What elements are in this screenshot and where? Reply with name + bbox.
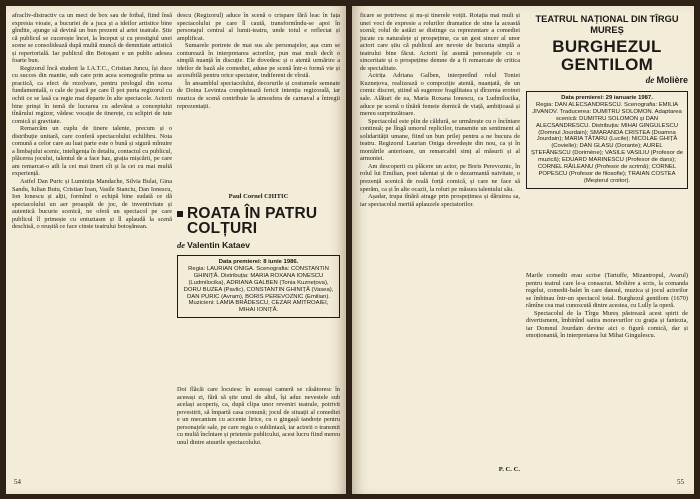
premiere-date: Data premierei: 29 ianuarie 1987. [561, 95, 653, 101]
byline [177, 240, 340, 250]
page-number: 54 [14, 478, 21, 486]
byline-author: Molière [656, 75, 688, 85]
byline-de: de [177, 240, 186, 250]
play-title: BURGHEZUL GENTILOM [552, 37, 662, 74]
theater-name: TEATRUL NAȚIONAL DIN TÎRGU MUREȘ [535, 14, 679, 35]
play-title [177, 206, 340, 236]
review-header [526, 14, 688, 189]
credits-text: Regia: LAURIAN ONIGA. Scenografia: CONSTANTIN GHINIȚĂ. Distribuția: MARIA ROXANA IONESCU (Ludmilocika), ADRIANA GALBEN (Tonia Kuznețova), DORU BUZEA (Pavlic), CONSTANTIN GHINIȚĂ (Vasea), DAN PURIC (Avram), BORIS PEREVOZNIC (Emilian). Muzicieni: LAMIA BRĂDESCU, CEZAR AMITROAIEI, MIHAI IONIȚĂ. [183, 265, 334, 314]
paragraph: ficare se potrivesc și nu-și tinerele voiții. Rotația mai mult și unei voci de expresie a rolurilor dramatice de sine la această scenă; rolul de astăzi se distinge ca reprezentare a comediei jucate cu naturalețe și prospețime, ca un gest sincer al unor actori care știu că publicul are nevoie de bucuria simplă a teatrului bine făcut. Actorii își asumă personajele cu o sinceritate și o prospețime demne de a fi remarcate de critica de specialitate. [360, 12, 520, 72]
right-page [352, 6, 694, 494]
review-header [177, 189, 340, 318]
paragraph: Așadar, trupa tînără atrage prin prospețimea și dăruirea sa, iar spectacolul merită aplauzele spectatorilor. [360, 193, 520, 208]
paragraph: Remarcăm un cuplu de tinere talente, precum și o distribuție unitară, care conferă spectacolului echilibru. Nota comună a celor care au luat parte este o bună și sigură mînuire a limbajului scenic, inteligența în detaliu, contactul cu publicul, plăcerea jocului, talentul de a face haz, grația mișcării, pe care am remarcat-o atît la cei mai tineri cît și la cei cu mai multă experiență. [12, 125, 172, 178]
paragraph: Spectacolul de la Tîrgu Mureș păstrează acest spirit de divertisment, îmbinînd satira moravurilor cu grația și fantezia, iar Domnul Jourdain devine aici o figură comică, dar și emoționantă, în interpretarea lui Mihai Gingulescu. [526, 309, 688, 340]
signature: Paul Cornel CHITIC [228, 193, 289, 200]
left-col1 [12, 12, 172, 472]
paragraph: Spectacolul este plin de căldură, se urmărește cu o încîntare continuă; pe lîngă umorul replicilor, transmite un sentiment al solidarității umane, fiind un bun prilej pentru a ne bucura de teatru. Regizorul Laurian Oniga dovedește din nou, ca și în montările anterioare, un remarcabil simț al măsurii și al armoniei. [360, 117, 520, 163]
byline-de: de [645, 75, 655, 85]
credits-text: Regia: DAN ALECSANDRESCU. Scenografia: EMILIA JIVANOV. Traducerea: DUMITRU SOLOMON. Adaptarea scenică: DUMITRU SOLOMON și DAN ALECSANDRESCU. Distribuția: MIHAI GINGULESCU (Domnul Jourdain); SMARANDA CRISTEA (Doamna Jourdain); MARIA TĂTARU (Lucile); NICOLAE GHIȚĂ (Covielle); DAN GLASU (Dorante); AUREL ȘTEFĂNESCU (Dorimène); VASILE VASILIU (Profesor de muzică); EDUARD MARINESCU (Profesor de dans); CORNEL RĂILEANU (Profesor de scrimă); CORNEL POPESCU (Profesor de filosofie); TRAIAN COSTEA (Meșterul croitor). [531, 101, 684, 184]
paragraph: În ansamblul spectacolului, decorurile și costumele semnate de Doina Levintza completează fericit intenția regizorală, iar muzica de scenă contribuie la atmosfera de carnaval a întregii reprezentații. [177, 79, 340, 110]
paragraph: Marile comedii erau scrise (Tartuffe, Mizantropul, Avarul) pentru teatrul care le-a consacrat. Molière a scris, la comanda regelui, comedii-balet în care dansul, muzica și jocul actorilor se îmbinau într-un spectacol total. Burghezul gentilom (1670) rămîne cea mai cunoscută dintre acestea, cu Lully la operă. [526, 272, 688, 310]
paragraph: Am descoperit cu plăcere un actor, pe Boris Perevoznic, în rolul lui Emilian, poet talentat și de o dezarmantă naivitate, o prezență scenică de reală forță comică, și care ne face să sperăm, ca și în alte ocazii, la roluri pe măsura talentului său. [360, 162, 520, 193]
paragraph: Doi flăcăi care locuiesc în aceeași cameră se căsătoresc în aceeași zi, fără să știe unul de altul, își aduc nevestele sub același acoperiș, ca, după clipa unor reveniri teatrale, potrivit povestirii, să împartă casa comună; jocul de situații al comediei e un mecanism cu accente lirice, cu o gingașă tandrețe pentru personajele sale, pe care regia o subliniază, iar actorii o transmit cu multă încîntare și prietenie publicului, acest lucru fiind mereu unul dintre atuurile spectacolului. [177, 386, 340, 446]
right-col1 [360, 12, 520, 462]
byline-author: Valentin Kataev [187, 240, 250, 250]
byline [526, 75, 688, 85]
play-title-text: ROATA ÎN PATRU COLȚURI [187, 205, 318, 237]
signature: P. C. C. [498, 466, 520, 473]
credits-box [526, 91, 688, 189]
premiere-date: Data premierei: 8 iunie 1986. [218, 259, 299, 265]
paragraph: Astfel Dan Puric și Luminița Mandache, Silvia Bulat, Gina Sandu, Iulian Butu, Cristian Ioan, Vasile Stanciu, Dan Ionescu, Ion Ionescu și alții, formînd o echipă bine sudată ce dă spectacolului un aer proaspăt de joc, de inventivitate și autentică bucurie scenică, ne oferă un spectacol pe care publicul îl primește cu entuziasm și îl aplaudă la scenă deschisă, o reușită ce face cinste teatrului botoșănean. [12, 178, 172, 231]
paragraph: afracliv-distractiv ca un meci de box sau de fotbal, fiind însă expresia vioaie, a bucuriei de a juca și a ideilor artistice bine gîndite, ajunge să devină un bun prezent al artei teatrale. Știe că publicul se cucerește încet, la început și cu prestigiul unei scene se consolidează după multă muncă de demnitate artistică și repertorială. Iar publicul din Botoșani e un public adesea foarte bun. [12, 12, 172, 65]
bullet-square-icon [177, 211, 183, 217]
right-col2-lower [526, 272, 688, 472]
paragraph: Actrița Adriana Galben, interpretînd rolul Toniei Kuznețova, realizează o compoziție atentă, nuanțată, de un comic discret, știind să sugereze fragilitatea și dîrzenia eroinei sale. Alături de ea, Maria Roxana Ionescu, ca Ludmilocika, aduce pe scenă o tînără femeie dornică de viață, ambițioasă și mereu surprinzătoare. [360, 72, 520, 118]
paragraph: Regizorul încă student la I.A.T.C., Cristian Juncu, își duce cu succes din mantie, sub care prin acea scenografie prima sa practică, ca efect de rezolvare, pentru prologul din scena fundamentală, o cale de joacă pe care îl pot purta regizorul cu ochii ce se lasă ca regie mai departe în alte spectacole. Actorii bine prinși în temă de lucrarea cu adevărat a conceptului tînărului regizor, vădesc vocație de tinerețe, cu sclipiri de iute comică și gravitate. [12, 64, 172, 125]
credits-box [177, 255, 340, 318]
paragraph: descu (Regizorul) aduce în scenă o crispare fără leac în fața spectacolului pe care îl caută, transformîndu-se apoi în personajul central al lumii-teatru, unde totul e reflectat și amplificat. [177, 12, 340, 42]
left-page [6, 6, 346, 494]
page-number: 55 [677, 478, 684, 486]
paragraph: Sumarele portrete de mai sus ale personajelor, așa cum se conturează în interpretarea actorilor, pun mai mult decît o simplă nuanță în discuție. Ele dovedesc și o atentă urmărire a ideilor de bază ale comediei, aduse pe scenă într-o formă vie și accesibilă pentru orice spectator, indiferent de vîrstă. [177, 42, 340, 80]
left-col2-upper [177, 12, 340, 187]
left-col2-lower [177, 386, 340, 474]
